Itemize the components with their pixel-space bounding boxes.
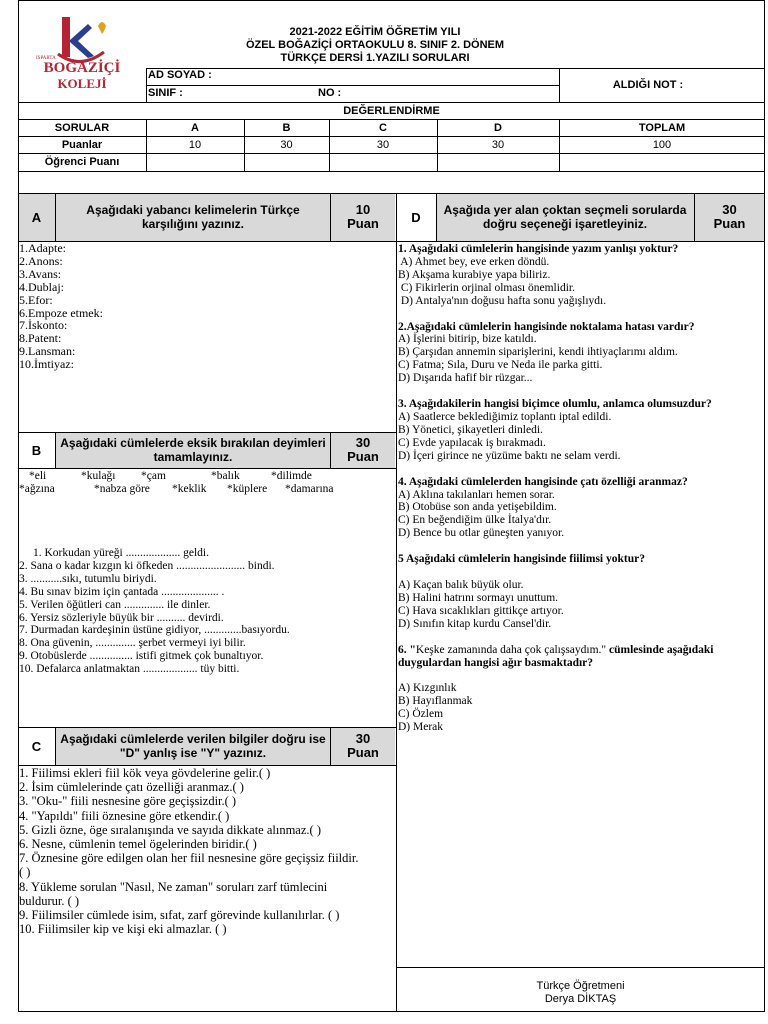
section-b-points bbox=[330, 432, 396, 468]
name-field[interactable] bbox=[220, 69, 556, 84]
section-b-items bbox=[19, 547, 290, 676]
section-b-points-value: 30 bbox=[355, 435, 371, 450]
option[interactable]: D) Antalya'nın doğusu hafta sonu yağışlıydı. bbox=[398, 294, 607, 307]
section-c-points bbox=[330, 727, 396, 765]
vocab-item[interactable]: 5.Efor: bbox=[19, 292, 53, 307]
eval-col-total: TOPLAM bbox=[638, 121, 686, 134]
eval-points-c: 30 bbox=[376, 138, 390, 151]
question-4 bbox=[398, 476, 764, 541]
section-a-points-unit: Puan bbox=[347, 216, 379, 231]
vocab-item[interactable]: 9.Lansman: bbox=[19, 344, 76, 359]
question-6-prefix: 6. " bbox=[398, 643, 416, 656]
section-a-points bbox=[330, 193, 396, 241]
true-false-item[interactable]: 4. "Yapıldı" fiili öznesine göre etkendir.( ) bbox=[19, 808, 230, 823]
option[interactable]: B) Yönetici, şikayetleri dinledi. bbox=[398, 423, 543, 436]
true-false-item[interactable]: 7. Öznesine göre edilgen olan her fiil nesnesine göre geçişsiz fiildir. bbox=[19, 851, 359, 866]
eval-points-d: 30 bbox=[491, 138, 505, 151]
true-false-item[interactable]: 9. Fiilimsiler cümlede isim, sıfat, zarf görevinde kullanılırlar. ( ) bbox=[19, 908, 340, 923]
title-line-3: TÜRKÇE DERSİ 1.YAZILI SORULARI bbox=[280, 51, 470, 64]
word-bank-item: *kulağı bbox=[81, 470, 116, 482]
student-score-b[interactable] bbox=[245, 154, 328, 170]
eval-row-label-student-points: Öğrenci Puanı bbox=[44, 156, 120, 168]
section-d-points-unit: Puan bbox=[713, 216, 746, 231]
question-6-quote: Keşke zamanında daha çok çalışsaydım." bbox=[415, 643, 607, 656]
eval-points-b: 30 bbox=[280, 138, 293, 151]
option[interactable]: C) Özlem bbox=[398, 708, 444, 721]
true-false-item[interactable]: ( ) bbox=[19, 865, 31, 880]
option[interactable]: B) Çarşıdan annemin siparişlerini, kendi ihtiyaçlarımı aldım. bbox=[398, 346, 678, 359]
word-bank-item: *balık bbox=[211, 470, 240, 482]
option[interactable]: A) İşlerini bitirip, bize katıldı. bbox=[398, 333, 537, 346]
student-score-c[interactable] bbox=[330, 154, 436, 170]
option[interactable]: C) En beğendiğim ülke İtalya'dır. bbox=[398, 514, 552, 527]
logo-text-line1: BOĞAZİÇİ bbox=[43, 60, 121, 76]
section-d-letter: D bbox=[411, 209, 421, 225]
teacher-title: Türkçe Öğretmeni bbox=[536, 980, 625, 992]
true-false-item[interactable]: buldurur. ( ) bbox=[19, 893, 80, 908]
option[interactable]: C) Fatma; Sıla, Duru ve Neda ile parka gitti. bbox=[398, 359, 603, 372]
true-false-item[interactable]: 2. İsim cümlelerinde çatı özelliği aranmaz.( ) bbox=[19, 780, 244, 795]
vocab-item[interactable]: 4.Dublaj: bbox=[19, 279, 64, 294]
school-logo bbox=[20, 2, 144, 100]
eval-points-total: 100 bbox=[652, 138, 672, 151]
word-bank-item: *nabza göre bbox=[94, 483, 150, 495]
vocab-item[interactable]: 1.Adapte: bbox=[19, 241, 66, 255]
student-score-a[interactable] bbox=[147, 154, 243, 170]
option[interactable]: A) Ahmet bey, eve erken döndü. bbox=[398, 255, 550, 268]
question-1 bbox=[398, 243, 764, 308]
section-c-points-value: 30 bbox=[355, 731, 371, 746]
word-bank bbox=[19, 470, 395, 496]
question-3-text: 3. Aşağıdakilerin hangisi biçimce olumlu, anlamca olumsuzdur? bbox=[398, 398, 712, 411]
option[interactable]: A) Kaçan balık büyük olur. bbox=[398, 579, 524, 592]
option[interactable]: D) Dışarıda hafif bir rüzgar... bbox=[398, 372, 533, 385]
true-false-item[interactable]: 10. Fiilimsiler kip ve kişi eki almazlar. ( ) bbox=[19, 922, 227, 937]
section-c-letter: C bbox=[31, 738, 42, 754]
section-d-points bbox=[694, 193, 765, 241]
true-false-item[interactable]: 8. Yükleme sorulan "Nasıl, Ne zaman" soruları zarf tümlecini bbox=[19, 879, 328, 894]
class-label: SINIF : bbox=[148, 87, 183, 99]
vocab-item[interactable]: 3.Avans: bbox=[19, 266, 62, 281]
option[interactable]: C) Evde yapılacak iş bırakmadı. bbox=[398, 436, 546, 449]
title-line-1: 2021-2022 EĞİTİM ÖĞRETİM YILI bbox=[289, 25, 461, 38]
section-a-instruction: Aşağıdaki yabancı kelimelerin Türkçe karşılığını yazınız. bbox=[86, 203, 300, 231]
student-score-d[interactable] bbox=[438, 154, 558, 170]
section-b-instruction: Aşağıdaki cümlelerde eksik bırakılan deyimleri tamamlayınız. bbox=[60, 436, 326, 464]
eval-row-label-questions: SORULAR bbox=[54, 121, 110, 134]
idiom-item[interactable]: 5. Verilen öğütleri can .............. ile dinler. bbox=[19, 598, 211, 611]
word-bank-item: *damarına bbox=[285, 483, 334, 495]
teacher-signature bbox=[396, 980, 765, 1006]
option[interactable]: B) Hayıflanmak bbox=[398, 695, 473, 708]
student-score-total[interactable] bbox=[560, 154, 764, 170]
option[interactable]: B) Akşama kurabiye yapa biliriz. bbox=[398, 268, 551, 281]
word-bank-item: *ağzına bbox=[19, 483, 55, 495]
question-2 bbox=[398, 321, 764, 386]
title-line-2: ÖZEL BOĞAZİÇİ ORTAOKULU 8. SINIF 2. DÖNEM bbox=[245, 38, 505, 51]
option[interactable]: A) Kızgınlık bbox=[398, 682, 457, 695]
vocab-item[interactable]: 6.Empoze etmek: bbox=[19, 305, 103, 320]
number-label: NO : bbox=[318, 87, 342, 99]
section-d-instruction: Aşağıda yer alan çoktan seçmeli sorularda doğru seçeneği işaretleyiniz. bbox=[443, 203, 687, 231]
section-d-questions bbox=[398, 243, 764, 734]
name-label: AD SOYAD : bbox=[148, 69, 212, 81]
true-false-item[interactable]: 1. Fiilimsi ekleri fiil kök veya gövdelerine gelir.( ) bbox=[19, 766, 271, 780]
option[interactable]: A) Aklına takılanları hemen sorar. bbox=[398, 488, 555, 501]
teacher-name: Derya DİKTAŞ bbox=[544, 993, 617, 1005]
class-field[interactable] bbox=[190, 87, 310, 101]
word-bank-item: *dilimde bbox=[271, 470, 312, 482]
section-c-points-unit: Puan bbox=[347, 745, 379, 760]
section-a-letter: A bbox=[31, 209, 42, 225]
eval-col-b: B bbox=[282, 121, 291, 134]
section-a-points-value: 10 bbox=[355, 202, 371, 217]
word-bank-item: *çam bbox=[141, 470, 166, 482]
grade-label: ALDIĞI NOT : bbox=[612, 79, 684, 91]
logo-text-line2: KOLEJİ bbox=[57, 76, 107, 91]
vocab-item[interactable]: 8.Patent: bbox=[19, 331, 62, 346]
section-b-points-unit: Puan bbox=[347, 449, 379, 464]
idiom-item[interactable]: 8. Ona güvenin, .............. şerbet vermeyi iyi bilir. bbox=[19, 637, 246, 650]
evaluation-title: DEĞERLENDİRME bbox=[343, 104, 440, 117]
idiom-item[interactable]: 3. ...........sıkı, tutumlu biriydi. bbox=[19, 572, 157, 585]
vocab-item[interactable]: 10.İmtiyaz: bbox=[19, 357, 74, 372]
question-3 bbox=[398, 398, 764, 463]
word-bank-item: *eli bbox=[29, 470, 47, 482]
eval-points-a: 10 bbox=[188, 138, 202, 151]
question-6-text bbox=[398, 644, 764, 670]
section-d-points-value: 30 bbox=[722, 202, 737, 217]
true-false-item[interactable]: 5. Gizli özne, öge sıralanışında ve sayıda dikkate alınmaz.( ) bbox=[19, 822, 321, 837]
option[interactable]: C) Hava sıcaklıkları gittikçe artıyor. bbox=[398, 604, 564, 617]
section-a-items bbox=[19, 242, 103, 371]
eval-col-c: C bbox=[379, 121, 387, 134]
eval-row-label-points: Puanlar bbox=[61, 138, 103, 151]
option[interactable]: A) Saatlerce beklediğimiz toplantı iptal edildi. bbox=[398, 410, 612, 423]
idiom-item[interactable]: 1. Korkudan yüreği ................... geldi. bbox=[33, 547, 209, 559]
idiom-item[interactable]: 6. Yersiz sözleriyle büyük bir .......... devirdi. bbox=[19, 611, 224, 624]
section-c-instruction: Aşağıdaki cümlelerde verilen bilgiler doğru ise "D" yanlış ise "Y" yazınız. bbox=[60, 732, 326, 760]
grade-field[interactable] bbox=[700, 70, 762, 100]
option[interactable]: D) Merak bbox=[398, 721, 444, 734]
question-4-text: 4. Aşağıdaki cümlelerden hangisinde çatı özelliği aranmaz? bbox=[398, 475, 688, 488]
section-b-letter: B bbox=[31, 442, 42, 458]
question-6 bbox=[398, 644, 764, 734]
number-field[interactable] bbox=[345, 87, 555, 101]
eval-col-a: A bbox=[191, 121, 199, 134]
idiom-item[interactable]: 4. Bu sınav bizim için çantada .................... . bbox=[19, 585, 225, 598]
section-c-items bbox=[19, 766, 358, 936]
exam-title bbox=[146, 24, 604, 66]
option[interactable]: C) Fikirlerin orjinal olması önemlidir. bbox=[398, 281, 575, 294]
logo-caption-top: ISPARTA bbox=[36, 56, 56, 61]
idiom-item[interactable]: 10. Defalarca anlatmaktan ................... tüy bitti. bbox=[19, 663, 240, 676]
option[interactable]: D) Bence bu otlar güneşten yanıyor. bbox=[398, 527, 565, 540]
question-5 bbox=[398, 553, 764, 631]
option[interactable]: D) İçeri girince ne yüzüme baktı ne selam verdi. bbox=[398, 449, 621, 462]
option[interactable]: D) Sınıfın kitap kurdu Cansel'dir. bbox=[398, 617, 552, 630]
vocab-item[interactable]: 7.İskonto: bbox=[19, 318, 68, 333]
question-5-text: 5 Aşağıdaki cümlelerin hangisinde fiilimsi yoktur? bbox=[398, 553, 645, 566]
word-bank-item: *keklik bbox=[172, 483, 207, 495]
question-1-text: 1. Aşağıdaki cümlelerin hangisinde yazım yanlışı yoktur? bbox=[398, 243, 679, 255]
question-6-rest: cümlesinde aşağıdaki duygulardan hangisi ağır basmaktadır? bbox=[398, 643, 714, 669]
true-false-item[interactable]: 3. "Oku-" fiili nesnesine göre geçişsizdir.( ) bbox=[19, 794, 237, 809]
idiom-item[interactable]: 9. Otobüslerde ............... istifi gitmek çok bunaltıyor. bbox=[19, 650, 264, 663]
eval-col-d: D bbox=[494, 121, 502, 134]
true-false-item[interactable]: 6. Nesne, cümlenin temel ögelerinden biridir.( ) bbox=[19, 837, 257, 852]
option[interactable]: B) Halini hatrını sormayı unuttum. bbox=[398, 591, 559, 604]
question-2-text: 2.Aşağıdaki cümlelerin hangisinde noktalama hatası vardır? bbox=[398, 320, 695, 333]
idiom-item[interactable]: 7. Durmadan kardeşinin üstüne gidiyor, .............basıyordu. bbox=[19, 624, 290, 637]
vocab-item[interactable]: 2.Anons: bbox=[19, 253, 63, 268]
word-bank-item: *küplere bbox=[227, 483, 268, 495]
idiom-item[interactable]: 2. Sana o kadar kızgın ki öfkeden ........................ bindi. bbox=[19, 559, 275, 572]
option[interactable]: B) Otobüse son anda yetişebildim. bbox=[398, 501, 557, 514]
